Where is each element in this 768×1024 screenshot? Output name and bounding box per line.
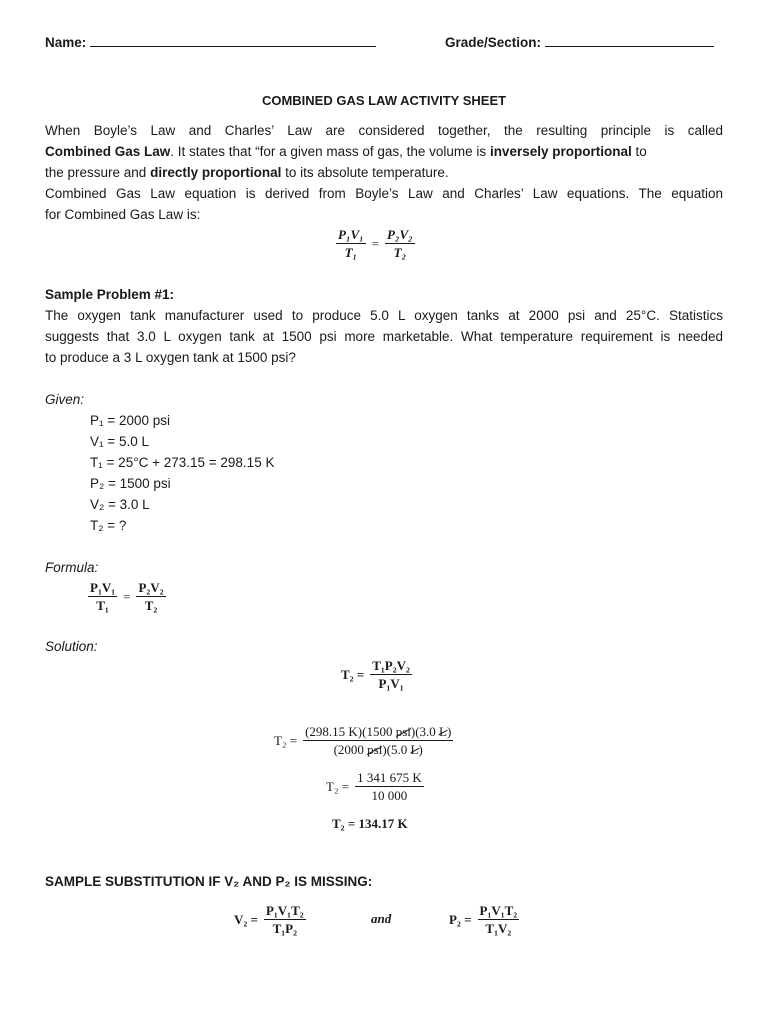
equation-left-fraction: $\frac{\text{P₁V₁}}{\text{T₁}}$ (338, 227, 364, 260)
cancelled-unit: L (410, 742, 419, 757)
solution-step-1: T₂ = $\frac{\text{T₁P₂V₂}}{\text{P₁V₁}}$ (341, 658, 410, 691)
grade-section-label: Grade/Section: (445, 35, 542, 50)
intro-line-5: for Combined Gas Law is: (45, 207, 201, 222)
given-item: P₂ = 1500 psi (90, 476, 171, 491)
solution-step-3-fraction: $\frac{1 341 675 K}{10 000}$ (357, 770, 422, 803)
given-item: V₂ = 3.0 L (90, 497, 150, 512)
given-item: T₂ = ? (90, 518, 127, 533)
v2-fraction: $\frac{\text{P₁V₁T₂}}{\text{T₁P₂}}$ (265, 903, 304, 936)
substitution-heading: SAMPLE SUBSTITUTION IF V₂ AND P₂ IS MISSING: (45, 874, 373, 889)
formula-right-fraction: $\frac{\text{P₂V₂}}{\text{T₂}}$ (138, 580, 164, 613)
name-field[interactable] (45, 34, 376, 50)
solution-step-1-fraction: $\frac{\text{T₁P₂V₂}}{\text{P₁V₁}}$ (372, 658, 410, 691)
formula-left-fraction: $\frac{\text{P₁V₁}}{\text{T₁}}$ (90, 580, 116, 613)
term-inversely-proportional: inversely proportional (489, 144, 632, 159)
given-item: T₁ = 25°C + 273.15 = 298.15 K (90, 455, 275, 470)
solution-result: T₂ = 134.17 K (332, 816, 408, 831)
p2-fraction: $\frac{\text{P₁V₁T₂}}{\text{T₁V₂}}$ (479, 903, 518, 936)
cancelled-unit: psi (395, 724, 411, 739)
solution-step-2-fraction: $\frac{\text{(298.15 K)(1500 psi)(3.0 L)}}{\text{(2000 psi)(5.0 L)}}$ (305, 724, 452, 757)
formula-label: Formula: (45, 560, 99, 575)
sample-problem-line-2: suggests that 3.0 L oxygen tank at 1500 psi more marketable. What temperature requirement is needed (45, 329, 723, 344)
name-label: Name: (45, 35, 87, 50)
given-item: V₁ = 5.0 L (90, 434, 149, 449)
v2-equation: V₂ = $\frac{\text{P₁V₁T₂}}{\text{T₁P₂}}$ (234, 903, 304, 936)
intro-line-2: Combined Gas Law. It states that “for a given mass of gas, the volume is inversely proportional to (45, 144, 647, 159)
cancelled-unit: L (439, 724, 447, 739)
solution-step-3: T₂ = $\frac{1 341 675 K}{10 000}$ (326, 770, 422, 803)
grade-section-blank-line[interactable] (545, 34, 714, 47)
intro-line-4: Combined Gas Law equation is derived from Boyle’s Law and Charles’ Law equations. The equation (45, 186, 723, 201)
equation-right-fraction: $\frac{\text{P₂V₂}}{\text{T₂}}$ (387, 227, 413, 260)
given-label: Given: (45, 392, 85, 407)
sample-problem-heading: Sample Problem #1: (45, 287, 175, 302)
solution-label: Solution: (45, 639, 98, 654)
term-combined-gas-law: Combined Gas Law (45, 144, 171, 159)
intro-line-1: When Boyle’s Law and Charles’ Law are considered together, the resulting principle is called (45, 123, 723, 138)
sample-problem-line-1: The oxygen tank manufacturer used to produce 5.0 L oxygen tanks at 2000 psi and 25°C. Statistics (45, 308, 723, 323)
and-connector: and (371, 911, 392, 926)
p2-equation: P₂ = $\frac{\text{P₁V₁T₂}}{\text{T₁V₂}}$ (449, 903, 518, 936)
cancelled-unit: psi (367, 742, 383, 757)
combined-gas-law-equation: $\frac{\text{P₁V₁}}{\text{T₁}}$ = $\frac{\text{P₂V₂}}{\text{T₂}}$ (338, 227, 413, 260)
solution-step-2: T₂ = $\frac{\text{(298.15 K)(1500 psi)(3.0 L)}}{\text{(2000 psi)(5.0 L)}}$ (274, 724, 452, 757)
term-directly-proportional: directly proportional (150, 165, 282, 180)
name-blank-line[interactable] (90, 34, 376, 47)
formula-equation: $\frac{\text{P₁V₁}}{\text{T₁}}$ = $\frac{\text{P₂V₂}}{\text{T₂}}$ (90, 580, 164, 613)
intro-line-3: the pressure and directly proportional to its absolute temperature. (45, 165, 449, 180)
page-title: COMBINED GAS LAW ACTIVITY SHEET (261, 93, 507, 108)
grade-section-field[interactable] (445, 34, 714, 50)
given-item: P₁ = 2000 psi (90, 413, 170, 428)
sample-problem-line-3: to produce a 3 L oxygen tank at 1500 psi? (45, 350, 296, 365)
